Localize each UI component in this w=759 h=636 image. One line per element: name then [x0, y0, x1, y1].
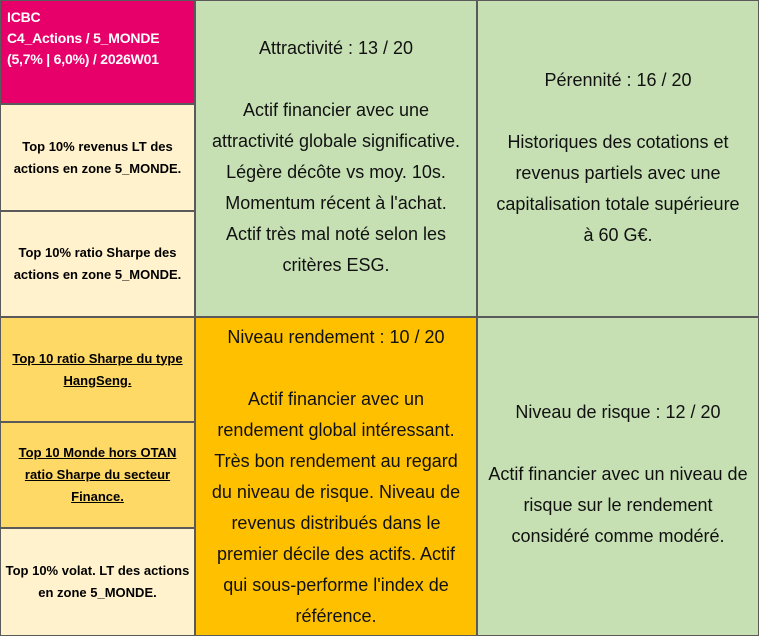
perennite-panel — [477, 0, 759, 317]
perennite-heading: Pérennité : 16 / 20 — [544, 70, 692, 90]
rendement-panel — [195, 317, 477, 636]
risque-line: risque sur le rendement — [523, 495, 713, 515]
side-note-revenus — [0, 104, 195, 211]
side-note-hangseng-link[interactable] — [0, 317, 195, 422]
rendement-line: du niveau de risque. Niveau de — [211, 482, 461, 502]
risque-line: Actif financier avec un niveau de — [488, 464, 748, 484]
asset-category: C4_Actions / 5_MONDE — [7, 30, 160, 46]
perennite-line: revenus partiels avec une — [515, 163, 721, 183]
asset-name: ICBC — [7, 9, 41, 25]
side-note-text: Top 10% revenus LT des actions en zone 5_MONDE. — [13, 138, 182, 176]
attractivite-line: Légère décôte vs moy. 10s. — [226, 162, 446, 182]
rendement-line: Actif financier avec un — [247, 389, 425, 409]
side-note-text: Top 10% volat. LT des actions en zone 5_MONDE. — [5, 563, 190, 600]
side-note-sharpe — [0, 211, 195, 317]
rendement-line: qui sous-performe l'index de — [223, 575, 449, 595]
attractivite-line: Actif très mal noté selon les — [225, 224, 447, 244]
risque-panel — [477, 317, 759, 636]
rendement-line: revenus distribués dans le — [231, 513, 441, 533]
side-note-otan-link[interactable] — [0, 422, 195, 528]
attractivite-heading: Attractivité : 13 / 20 — [258, 38, 414, 58]
perennite-line: Historiques des cotations et — [507, 132, 729, 152]
attractivite-line: critères ESG. — [282, 255, 390, 275]
perennite-line: capitalisation totale supérieure — [496, 194, 740, 214]
risque-heading: Niveau de risque : 12 / 20 — [515, 402, 721, 422]
rendement-line: rendement global intéressant. — [217, 420, 455, 440]
rendement-line: référence. — [295, 606, 377, 626]
side-note-link[interactable]: Top 10 ratio Sharpe du type HangSeng. — [12, 350, 183, 388]
side-note-text: Top 10% ratio Sharpe des actions en zone 5_MONDE. — [13, 245, 182, 282]
attractivite-line: Momentum récent à l'achat. — [225, 193, 447, 213]
side-note-link[interactable]: Top 10 Monde hors OTAN ratio Sharpe du secteur Finance. — [18, 445, 177, 504]
attractivite-panel — [195, 0, 477, 317]
perennite-line: à 60 G€. — [583, 225, 653, 245]
asset-yield-period: (5,7% | 6,0%) / 2026W01 — [7, 51, 159, 67]
rendement-heading: Niveau rendement : 10 / 20 — [227, 327, 445, 347]
attractivite-line: attractivité globale significative. — [211, 131, 461, 151]
side-note-volat — [0, 528, 195, 636]
rendement-line: premier décile des actifs. Actif — [216, 544, 456, 564]
attractivite-line: Actif financier avec une — [242, 100, 430, 120]
risque-line: considéré comme modéré. — [511, 526, 725, 546]
rendement-line: Très bon rendement au regard — [214, 451, 458, 471]
asset-title-block — [0, 0, 195, 104]
